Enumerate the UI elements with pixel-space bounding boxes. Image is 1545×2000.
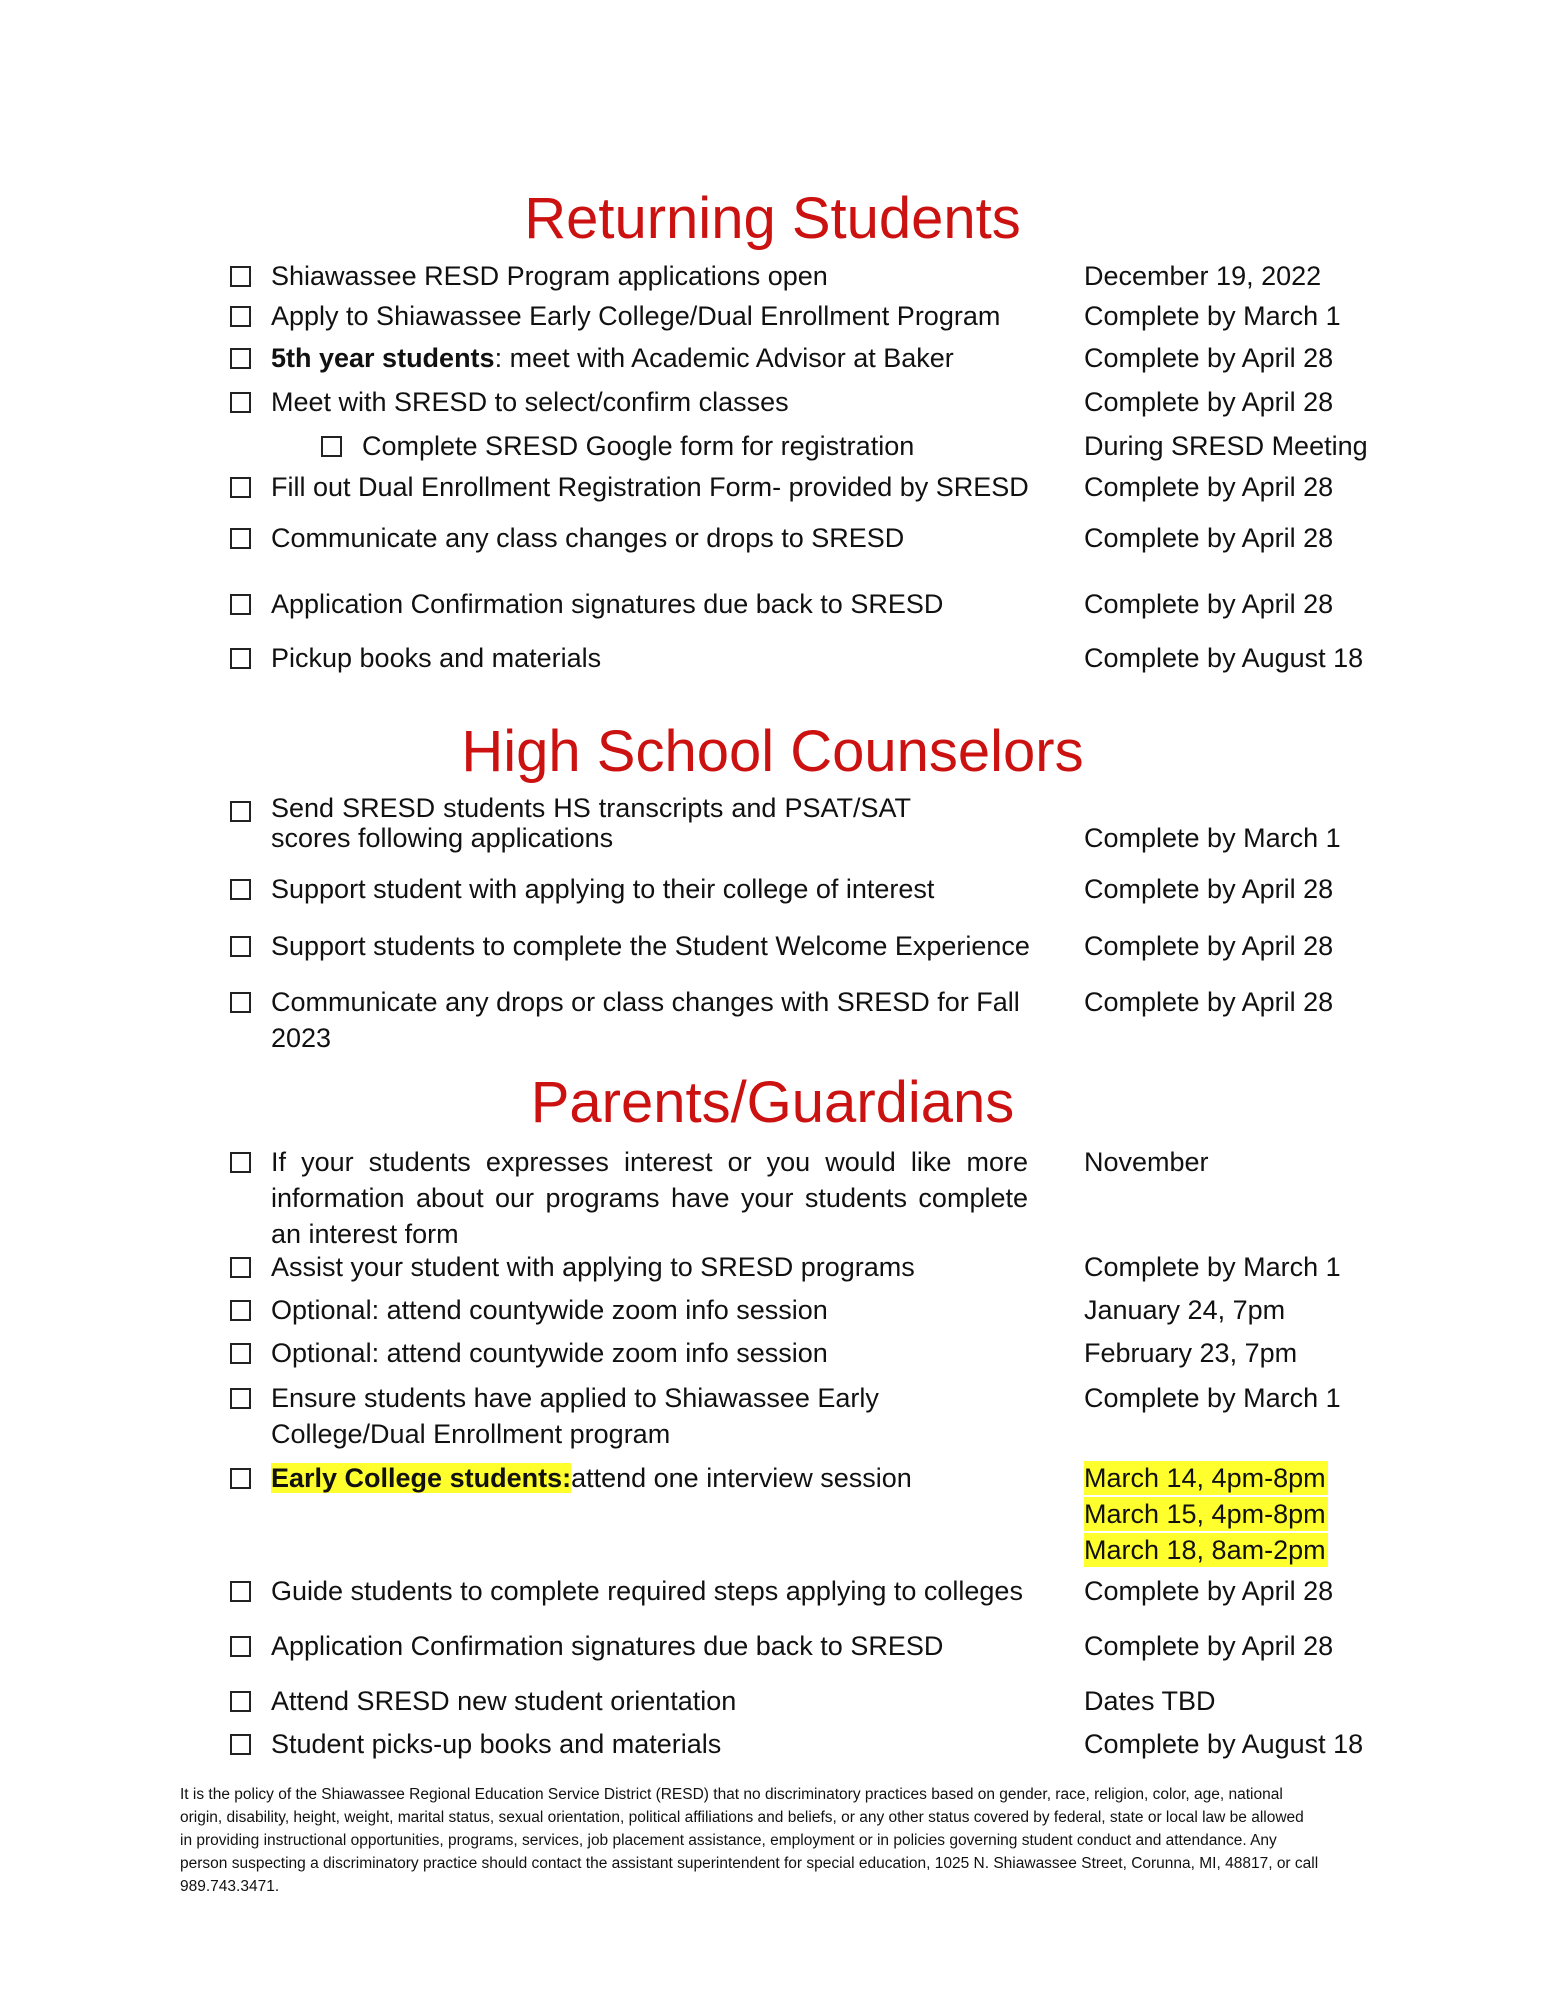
checkbox[interactable] — [230, 348, 251, 369]
item-date: Complete by August 18 — [1084, 643, 1364, 673]
item-label-line: scores following applications — [271, 823, 614, 853]
item-label: Apply to Shiawassee Early College/Dual Enrollment Program — [271, 301, 1001, 331]
item-label: Support student with applying to their college of interest — [271, 874, 935, 904]
item-date: February 23, 7pm — [1084, 1338, 1298, 1368]
item-date: Complete by April 28 — [1084, 931, 1334, 961]
item-label: Communicate any class changes or drops to SRESD — [271, 523, 905, 553]
checkbox[interactable] — [321, 436, 342, 457]
item-label-text: attend one interview session — [571, 1463, 912, 1493]
item-bold-prefix: 5th year students — [271, 343, 495, 373]
item-date: December 19, 2022 — [1084, 261, 1322, 291]
interview-date: March 15, 4pm-8pm — [1084, 1499, 1326, 1529]
item-date: Complete by March 1 — [1084, 1383, 1341, 1413]
item-label — [271, 1460, 1041, 1496]
item-date: Complete by April 28 — [1084, 343, 1334, 373]
checkbox[interactable] — [230, 801, 251, 822]
item-date: Complete by April 28 — [1084, 1631, 1334, 1661]
checkbox[interactable] — [230, 1257, 251, 1278]
checkbox[interactable] — [230, 1636, 251, 1657]
item-label: Optional: attend countywide zoom info session — [271, 1338, 828, 1368]
item-label: Complete SRESD Google form for registration — [362, 431, 915, 461]
checkbox[interactable] — [230, 594, 251, 615]
item-date: Complete by April 28 — [1084, 874, 1334, 904]
item-date: Complete by April 28 — [1084, 1576, 1334, 1606]
checkbox[interactable] — [230, 392, 251, 413]
item-label: Student picks-up books and materials — [271, 1729, 722, 1759]
checkbox[interactable] — [230, 879, 251, 900]
item-date: Complete by April 28 — [1084, 472, 1334, 502]
section-title-parents-guardians: Parents/Guardians — [530, 1070, 1015, 1135]
checkbox[interactable] — [230, 528, 251, 549]
non-discrimination-policy: It is the policy of the Shiawassee Regional Education Service District (RESD) that no discriminatory practices based on gender, race, religion, color, age, national origin, disability, height, weight, marital status, sexual orientation, political affiliations and beliefs, or any other status covered by federal, state or local law be allowed in providing instructional opportunities, programs, services, job placement assistance, employment or in policies governing student conduct and attendance. Any person suspecting a discriminatory practice should contact the assistant superintendent for special education, 1025 N. Shiawassee Street, Corunna, MI, 48817, or call 989.743.3471. — [180, 1786, 1319, 1895]
item-label: Meet with SRESD to select/confirm classes — [271, 387, 789, 417]
item-label: Communicate any drops or class changes with SRESD for Fall 2023 — [271, 987, 1020, 1053]
checkbox[interactable] — [230, 1388, 251, 1409]
item-label: Application Confirmation signatures due back to SRESD — [271, 1631, 944, 1661]
item-date: During SRESD Meeting — [1084, 431, 1368, 461]
item-bold-prefix: Early College students: — [271, 1463, 572, 1493]
checkbox[interactable] — [230, 266, 251, 287]
interview-date: March 14, 4pm-8pm — [1084, 1463, 1326, 1493]
checkbox[interactable] — [230, 1468, 251, 1489]
checkbox[interactable] — [230, 306, 251, 327]
item-label: Guide students to complete required steps applying to colleges — [271, 1576, 1023, 1606]
item-label: Fill out Dual Enrollment Registration Form- provided by SRESD — [271, 472, 1029, 502]
item-label — [271, 793, 911, 853]
item-date: Complete by April 28 — [1084, 987, 1334, 1017]
checkbox[interactable] — [230, 1300, 251, 1321]
checkbox[interactable] — [230, 1343, 251, 1364]
item-date: January 24, 7pm — [1084, 1295, 1286, 1325]
section-title-high-school-counselors: High School Counselors — [461, 719, 1084, 784]
item-date: Complete by March 1 — [1084, 823, 1341, 853]
item-date: Complete by August 18 — [1084, 1729, 1364, 1759]
checkbox[interactable] — [230, 648, 251, 669]
section-title-returning-students: Returning Students — [524, 186, 1021, 251]
item-label — [271, 340, 1041, 376]
item-label: Optional: attend countywide zoom info session — [271, 1295, 828, 1325]
item-date: Complete by April 28 — [1084, 387, 1334, 417]
item-label: If your students expresses interest or you would like more information about our programs have your students complete an interest form — [271, 1147, 1028, 1249]
item-label: Assist your student with applying to SRESD programs — [271, 1252, 915, 1282]
item-label-text: : meet with Academic Advisor at Baker — [494, 343, 954, 373]
checkbox[interactable] — [230, 1152, 251, 1173]
item-date: Complete by April 28 — [1084, 589, 1334, 619]
item-label: Application Confirmation signatures due back to SRESD — [271, 589, 944, 619]
checkbox[interactable] — [230, 1691, 251, 1712]
item-label: Pickup books and materials — [271, 643, 602, 673]
item-date: Complete by March 1 — [1084, 301, 1341, 331]
item-label-line: Send SRESD students HS transcripts and PSAT/SAT — [271, 793, 911, 823]
item-label: Ensure students have applied to Shiawassee Early College/Dual Enrollment program — [271, 1383, 879, 1449]
checkbox[interactable] — [230, 477, 251, 498]
item-date-list — [1084, 1460, 1354, 1568]
item-date: Complete by April 28 — [1084, 523, 1334, 553]
checkbox[interactable] — [230, 1734, 251, 1755]
item-date: November — [1084, 1147, 1209, 1177]
item-date: Complete by March 1 — [1084, 1252, 1341, 1282]
item-date: Dates TBD — [1084, 1686, 1216, 1716]
interview-date: March 18, 8am-2pm — [1084, 1535, 1326, 1565]
item-label: Support students to complete the Student Welcome Experience — [271, 931, 1030, 961]
checkbox[interactable] — [230, 1581, 251, 1602]
checkbox[interactable] — [230, 936, 251, 957]
item-label: Shiawassee RESD Program applications open — [271, 261, 828, 291]
item-label: Attend SRESD new student orientation — [271, 1686, 737, 1716]
checkbox[interactable] — [230, 992, 251, 1013]
